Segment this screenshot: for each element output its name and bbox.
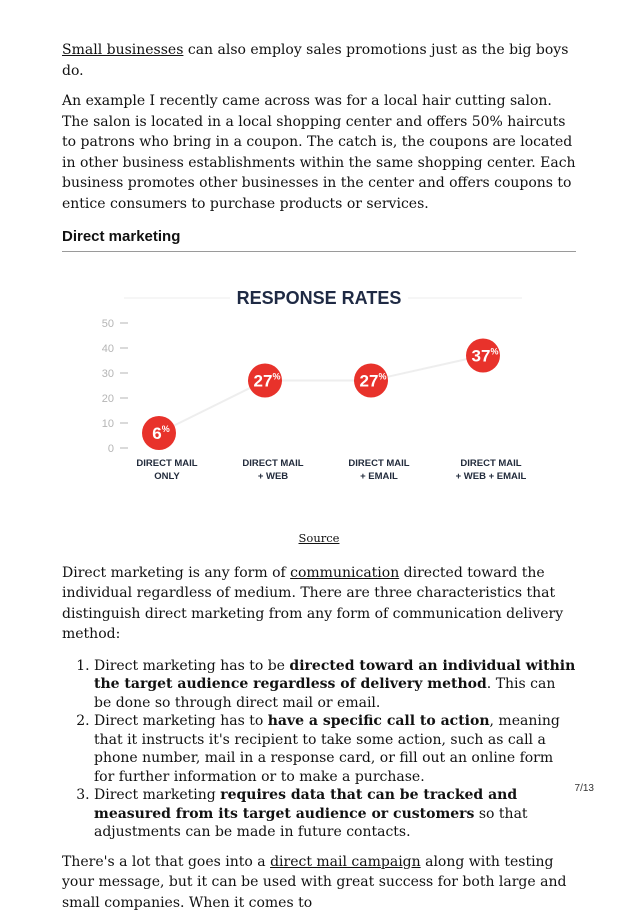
x-tick-label: + WEB + EMAIL [456, 471, 527, 482]
x-tick-label: + WEB [258, 471, 288, 482]
data-label-unit: % [272, 372, 280, 382]
direct-mail-campaign-link[interactable]: direct mail campaign [270, 854, 421, 870]
data-label-unit: % [162, 424, 170, 434]
intro-text: can also employ sales promotions just as the big boys do. [62, 42, 568, 79]
x-tick-label: DIRECT MAIL [348, 458, 409, 469]
x-tick-label: DIRECT MAIL [242, 458, 303, 469]
document-page [62, 40, 576, 913]
list-item-bold: requires data that can be tracked and measured from its target audience or customers [94, 787, 517, 822]
source-link[interactable]: Source [299, 531, 340, 545]
para4-text-after: along with testing your message, but it can be used with great success for both large and small companies. When it comes to [62, 854, 566, 911]
list-item [94, 786, 576, 842]
y-tick-label: 40 [102, 343, 114, 355]
direct-mail-paragraph [62, 852, 576, 913]
characteristics-list [62, 657, 576, 842]
chart-title: RESPONSE RATES [237, 288, 402, 308]
list-item [94, 712, 576, 786]
small-businesses-link[interactable]: Small businesses [62, 42, 183, 58]
section-heading: Direct marketing [62, 228, 576, 252]
response-rates-chart [62, 282, 576, 522]
list-item-bold: directed toward an individual within the target audience regardless of delivery method [94, 658, 575, 693]
y-tick-label: 50 [102, 318, 114, 330]
data-label-unit: % [490, 347, 498, 357]
data-label: 27 [360, 372, 379, 391]
page-number: 7/13 [575, 783, 594, 794]
y-tick-label: 0 [108, 443, 114, 455]
x-tick-label: DIRECT MAIL [136, 458, 197, 469]
x-tick-label: DIRECT MAIL [460, 458, 521, 469]
para3-text-before: Direct marketing is any form of [62, 565, 290, 581]
intro-paragraph [62, 40, 576, 81]
communication-link[interactable]: communication [290, 565, 399, 581]
salon-example-paragraph: An example I recently came across was for a local hair cutting salon. The salon is located in a local shopping center and offers 50% haircuts to patrons who bring in a coupon. The catch is, the coupons are located in other business establishments within the same shopping center. Each business promotes other businesses in the center and offers coupons to entice consumers to purchase products or services. [62, 91, 576, 214]
list-item-text: . This can be done so through direct mail or email. [94, 676, 555, 711]
chart-svg [62, 282, 576, 522]
list-item-bold: have a specific call to action [268, 713, 490, 729]
y-tick-label: 30 [102, 368, 114, 380]
series-line [159, 356, 483, 434]
data-label: 6 [152, 424, 161, 443]
list-item-text: Direct marketing has to be [94, 658, 289, 674]
data-label-unit: % [378, 372, 386, 382]
y-tick-label: 20 [102, 393, 114, 405]
direct-marketing-paragraph [62, 563, 576, 645]
y-tick-label: 10 [102, 418, 114, 430]
source-caption [62, 528, 576, 549]
list-item-text: Direct marketing has to [94, 713, 268, 729]
list-item-text: Direct marketing [94, 787, 220, 803]
para4-text-before: There's a lot that goes into a [62, 854, 270, 870]
data-label: 27 [254, 372, 273, 391]
data-label: 37 [472, 347, 491, 366]
list-item-text: , meaning that it instructs it's recipient to take some action, such as call a phone number, mail in a response card, or fill out an online form for further information or to make a purchase. [94, 713, 560, 785]
para3-text-after: directed toward the individual regardless of medium. There are three characteristics that distinguish direct marketing from any form of communication delivery method: [62, 565, 563, 643]
x-tick-label: ONLY [154, 471, 180, 482]
list-item-text: so that adjustments can be made in future contacts. [94, 806, 528, 841]
list-item [94, 657, 576, 713]
x-tick-label: + EMAIL [360, 471, 398, 482]
